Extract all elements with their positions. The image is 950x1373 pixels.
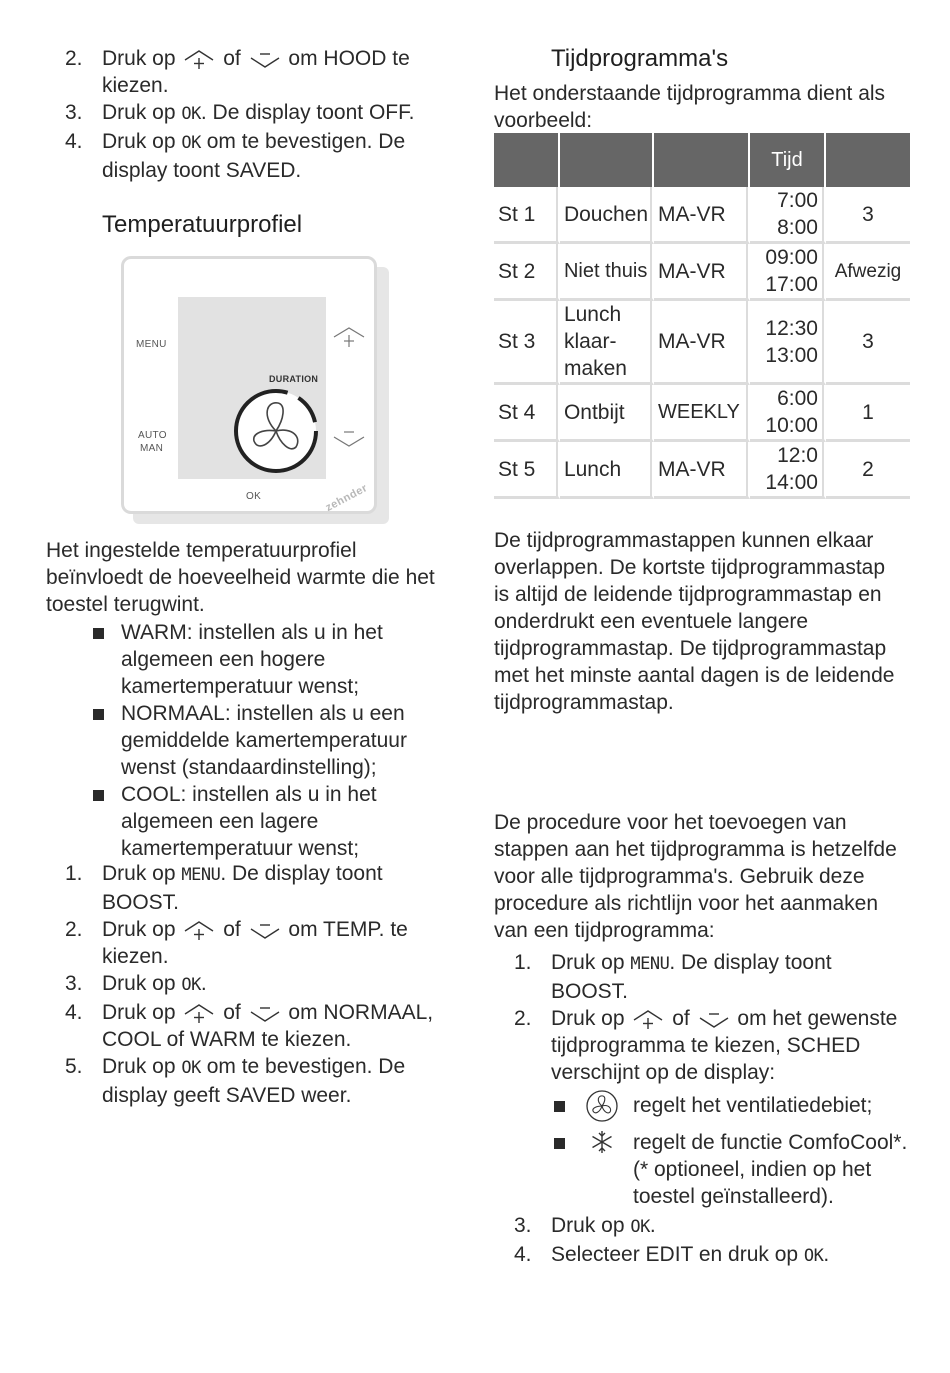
ok-key-label: OK bbox=[630, 1217, 650, 1237]
list-item bbox=[65, 1053, 465, 1109]
device-duration-label: DURATION bbox=[269, 374, 319, 384]
days-cell: WEEKLY bbox=[654, 385, 750, 442]
step-number: 3. bbox=[514, 1214, 532, 1237]
step-text-post: . De display toont BOOST. bbox=[551, 951, 832, 1003]
table-row bbox=[494, 442, 910, 499]
schedule-table bbox=[494, 133, 910, 499]
time-start: 12:30 bbox=[765, 316, 818, 340]
activity-cell: Niet thuis bbox=[560, 244, 654, 301]
bullet-text: COOL: instellen als u in het algemeen een lagere kamertemperatuur wenst; bbox=[121, 783, 377, 860]
step-text-post: . De display toont OFF. bbox=[200, 101, 415, 124]
step-text-post: om te bevestigen. De display toont SAVED. bbox=[102, 130, 406, 182]
time-end: 17:00 bbox=[765, 273, 818, 296]
device-auto-label: AUTO bbox=[138, 430, 167, 441]
value-cell: 2 bbox=[826, 442, 910, 499]
step-text-pre: Druk op bbox=[102, 1001, 176, 1024]
square-bullet-icon bbox=[93, 709, 104, 720]
value-cell: Afwezig bbox=[826, 244, 910, 301]
device-man-label: MAN bbox=[140, 443, 164, 454]
step-cell: St 4 bbox=[494, 385, 560, 442]
square-bullet-icon bbox=[554, 1138, 565, 1149]
device-menu-label: MENU bbox=[136, 339, 167, 350]
step-cell: St 2 bbox=[494, 244, 560, 301]
step-text-post: . bbox=[823, 1243, 830, 1266]
overlap-paragraph: De tijdprogrammastappen kunnen elkaar overlappen. De kortste tijdprogrammastap is altijd de leidende tijdprogrammastap en onderdrukt een eventuele langere tijdprogrammastap. De tijdprogrammastap met het minste aantal dagen is de leidende tijdprogrammastap. bbox=[494, 529, 895, 714]
arrow-up-plus-icon bbox=[183, 919, 215, 941]
table-row bbox=[494, 301, 910, 385]
step-text-pre: Druk op bbox=[102, 1055, 176, 1078]
step-text-post: om TEMP. te kiezen. bbox=[102, 918, 408, 968]
step-number: 4. bbox=[65, 1001, 83, 1024]
time-cell bbox=[750, 187, 826, 244]
time-end: 8:00 bbox=[777, 216, 818, 239]
list-item bbox=[514, 1241, 914, 1270]
ok-key-label: OK bbox=[803, 1246, 824, 1266]
step-number: 4. bbox=[65, 130, 83, 153]
table-row bbox=[494, 187, 910, 244]
table-row bbox=[494, 244, 910, 301]
list-item bbox=[93, 781, 453, 862]
square-bullet-icon bbox=[93, 628, 104, 639]
step-number: 2. bbox=[514, 1007, 532, 1030]
step-text-post: om te bevestigen. De display geeft SAVED weer. bbox=[102, 1055, 406, 1107]
time-start: 6:00 bbox=[777, 387, 818, 410]
step-text-pre: Druk op bbox=[102, 101, 176, 124]
square-bullet-icon bbox=[554, 1101, 565, 1112]
step-text-pre: Druk op bbox=[102, 918, 176, 941]
bullet-text: WARM: instellen als u in het algemeen een hogere kamertemperatuur wenst; bbox=[121, 621, 383, 698]
schedule-function-list bbox=[551, 1092, 911, 1210]
step-text-pre: Druk op bbox=[102, 47, 176, 70]
arrow-up-plus-icon bbox=[183, 48, 215, 70]
ok-key-label: OK bbox=[181, 104, 201, 124]
header-cell bbox=[494, 133, 560, 187]
time-start: 12:0 bbox=[777, 444, 818, 467]
days-cell: MA-VR bbox=[654, 244, 750, 301]
arrow-up-plus-icon bbox=[632, 1008, 664, 1030]
time-start: 09:00 bbox=[765, 246, 818, 269]
bullet-text: regelt de functie ComfoCool*. (* optioneel, indien op het toestel geïnstalleerd). bbox=[633, 1131, 908, 1208]
header-cell bbox=[560, 133, 654, 187]
temperature-profile-heading: Temperatuurprofiel bbox=[102, 211, 303, 238]
time-end: 10:00 bbox=[765, 414, 818, 437]
days-cell: MA-VR bbox=[654, 301, 750, 385]
step-text-pre: Druk op bbox=[551, 1214, 625, 1237]
step-text-pre: Druk op bbox=[102, 130, 176, 153]
days-cell: MA-VR bbox=[654, 187, 750, 244]
step-number: 3. bbox=[65, 101, 83, 124]
device-up-arrow-icon bbox=[332, 325, 366, 349]
activity-cell: Douchen bbox=[560, 187, 654, 244]
schedules-intro-text: Het onderstaande tijdprogramma dient als voorbeeld: bbox=[494, 82, 886, 132]
step-number: 5. bbox=[65, 1055, 83, 1078]
step-text-mid: of bbox=[223, 1001, 241, 1024]
arrow-down-minus-icon bbox=[249, 919, 281, 941]
value-cell: 3 bbox=[826, 301, 910, 385]
menu-key-label: MENU bbox=[181, 865, 221, 885]
arrow-down-minus-icon bbox=[249, 1002, 281, 1024]
bullet-text: regelt het ventilatiedebiet; bbox=[633, 1094, 873, 1117]
step-text-post: . bbox=[200, 972, 207, 995]
step-number: 3. bbox=[65, 972, 83, 995]
header-cell bbox=[654, 133, 750, 187]
step-number: 2. bbox=[65, 47, 83, 70]
step-text-post: . De display toont BOOST. bbox=[102, 862, 383, 914]
fan-icon bbox=[585, 1089, 619, 1123]
time-cell bbox=[750, 244, 826, 301]
step-text-mid: of bbox=[223, 47, 241, 70]
device-ok-label: OK bbox=[246, 491, 262, 502]
time-end: 14:00 bbox=[765, 471, 818, 494]
temp-steps-list bbox=[65, 860, 465, 1109]
list-item bbox=[514, 1212, 914, 1241]
value-cell: 1 bbox=[826, 385, 910, 442]
list-item bbox=[65, 45, 465, 99]
ok-key-label: OK bbox=[181, 1058, 201, 1078]
procedure-paragraph: De procedure voor het toevoegen van stappen aan het tijdprogramma is hetzelfde voor alle tijdprogramma's. Gebruik deze procedure als richtlijn voor het aanmaken van een tijdprogramma: bbox=[494, 811, 897, 942]
ok-key-label: OK bbox=[181, 133, 201, 153]
step-cell: St 5 bbox=[494, 442, 560, 499]
arrow-down-minus-icon bbox=[249, 48, 281, 70]
activity-line: Lunch bbox=[563, 303, 622, 326]
thermostat-device-illustration bbox=[121, 256, 377, 514]
step-text-post: om HOOD te kiezen. bbox=[102, 47, 410, 97]
menu-key-label: MENU bbox=[630, 954, 670, 974]
profile-bullet-list bbox=[93, 619, 453, 862]
list-item bbox=[65, 970, 465, 999]
step-text-post: om NORMAAL, COOL of WARM te kiezen. bbox=[102, 1001, 434, 1051]
step-text-mid: of bbox=[223, 918, 241, 941]
list-item bbox=[93, 700, 453, 781]
list-item bbox=[65, 999, 465, 1053]
device-down-arrow-icon bbox=[332, 427, 366, 449]
ok-key-label: OK bbox=[181, 975, 201, 995]
bullet-text: NORMAAL: instellen als u een gemiddelde kamertemperatuur wenst (standaardinstelling); bbox=[121, 702, 407, 779]
list-item bbox=[514, 1005, 914, 1210]
step-text-pre: Druk op bbox=[551, 951, 625, 974]
list-item bbox=[551, 1092, 911, 1119]
list-item bbox=[551, 1129, 911, 1210]
arrow-up-plus-icon bbox=[183, 1002, 215, 1024]
table-header-row bbox=[494, 133, 910, 187]
profile-intro-text: Het ingestelde temperatuurprofiel beïnvloedt de hoeveelheid warmte die het toestel terugwint. bbox=[46, 539, 435, 616]
time-end: 13:00 bbox=[765, 343, 818, 367]
value-cell: 3 bbox=[826, 187, 910, 244]
step-text-mid: of bbox=[672, 1007, 690, 1030]
schedules-heading: Tijdprogramma's bbox=[551, 45, 729, 72]
list-item bbox=[65, 916, 465, 970]
step-text-post: . bbox=[649, 1214, 656, 1237]
device-brand-logo: zehnder bbox=[323, 482, 370, 515]
step-text-pre: Druk op bbox=[102, 972, 176, 995]
table-row bbox=[494, 385, 910, 442]
time-cell bbox=[750, 385, 826, 442]
arrow-down-minus-icon bbox=[698, 1008, 730, 1030]
step-text-pre: Druk op bbox=[551, 1007, 625, 1030]
list-item bbox=[514, 949, 914, 1005]
snowflake-icon bbox=[589, 1129, 615, 1155]
hood-steps-list bbox=[65, 45, 465, 184]
step-number: 1. bbox=[65, 862, 83, 885]
step-cell: St 1 bbox=[494, 187, 560, 244]
step-text-post: om het gewenste tijdprogramma te kiezen, SCHED verschijnt op de display: bbox=[551, 1007, 898, 1084]
list-item bbox=[65, 860, 465, 916]
list-item bbox=[65, 128, 465, 184]
square-bullet-icon bbox=[93, 790, 104, 801]
header-cell bbox=[826, 133, 910, 187]
step-number: 1. bbox=[514, 951, 532, 974]
list-item bbox=[93, 619, 453, 700]
step-text-pre: Druk op bbox=[102, 862, 176, 885]
step-text-pre: Selecteer EDIT en druk op bbox=[551, 1243, 799, 1266]
header-cell-time: Tijd bbox=[750, 133, 826, 187]
step-number: 2. bbox=[65, 918, 83, 941]
schedule-steps-list bbox=[514, 949, 914, 1270]
activity-line: klaar- bbox=[563, 330, 617, 353]
days-cell: MA-VR bbox=[654, 442, 750, 499]
activity-cell bbox=[560, 301, 654, 385]
step-number: 4. bbox=[514, 1243, 532, 1266]
step-cell: St 3 bbox=[494, 301, 560, 385]
device-fan-dial-icon bbox=[232, 387, 320, 475]
activity-cell: Ontbijt bbox=[560, 385, 654, 442]
time-cell bbox=[750, 442, 826, 499]
time-start: 7:00 bbox=[777, 189, 818, 212]
list-item bbox=[65, 99, 465, 128]
activity-line: maken bbox=[563, 357, 627, 380]
activity-cell: Lunch bbox=[560, 442, 654, 499]
time-cell bbox=[750, 301, 826, 385]
